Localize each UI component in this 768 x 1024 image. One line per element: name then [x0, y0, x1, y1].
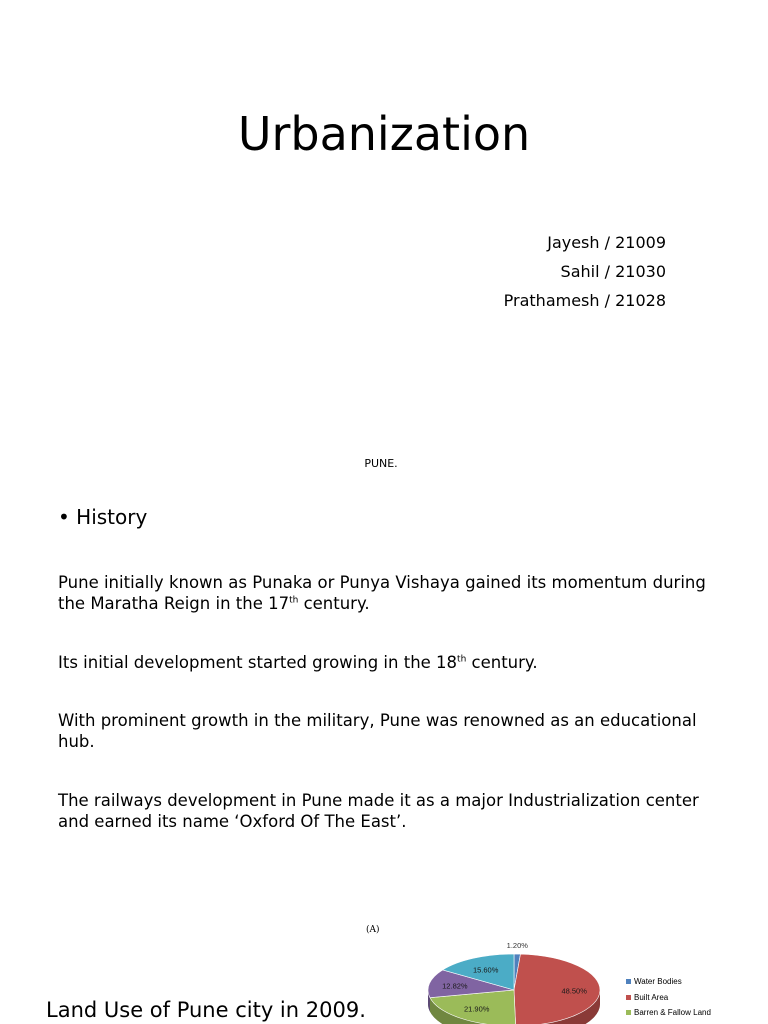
paragraph-text: With prominent growth in the military, Pune was renowned as an educational hub.: [58, 711, 697, 751]
ordinal-suffix: th: [457, 654, 467, 665]
author-name: Jayesh / 21009: [547, 233, 666, 252]
paragraph-text: Its initial development started growing in the 18: [58, 653, 458, 672]
legend-label: Water Bodies: [634, 977, 682, 986]
legend-item-barren-fallow-land: [626, 1005, 711, 1021]
paragraph-text: Pune initially known as Punaka or Punya Vishaya gained its momentum during the Maratha Reign in the 17: [58, 573, 706, 613]
paragraph-text: century.: [298, 594, 370, 613]
legend-label: Built Area: [634, 992, 669, 1002]
figure-label: (A): [366, 925, 380, 935]
author-list: [504, 228, 666, 315]
history-paragraph-1: [58, 572, 718, 614]
legend-swatch: [626, 979, 631, 984]
paragraph-text: century.: [466, 653, 538, 672]
pie-value-label: 48.50%: [561, 986, 587, 996]
paragraph-text: The railways development in Pune made it as a major Industrialization center and earned its name ‘Oxford Of The East’.: [58, 791, 699, 831]
author-name: Sahil / 21030: [560, 262, 666, 281]
history-paragraph-4: [58, 790, 718, 832]
history-paragraph-3: [58, 710, 718, 752]
history-heading: • History: [58, 505, 148, 529]
slide-caption: PUNE.: [364, 457, 398, 470]
pie-value-label: 21.90%: [463, 1004, 490, 1014]
legend-swatch: [626, 1010, 631, 1015]
pie-value-label: 12.82%: [442, 981, 468, 991]
legend-label: Barren & Fallow Land: [634, 1008, 711, 1017]
chart-legend: [626, 974, 711, 1021]
legend-swatch: [626, 995, 631, 1000]
legend-item-built-area: [626, 990, 711, 1006]
page-title: Urbanization: [237, 107, 531, 161]
land-use-caption: Land Use of Pune city in 2009.: [46, 998, 366, 1022]
author-name: Prathamesh / 21028: [503, 291, 666, 310]
pie-value-label: 15.60%: [472, 965, 499, 975]
pie-value-label: 1.20%: [506, 941, 528, 951]
history-paragraph-2: [58, 652, 718, 673]
legend-item-water-bodies: [626, 974, 711, 990]
ordinal-suffix: th: [289, 595, 299, 606]
